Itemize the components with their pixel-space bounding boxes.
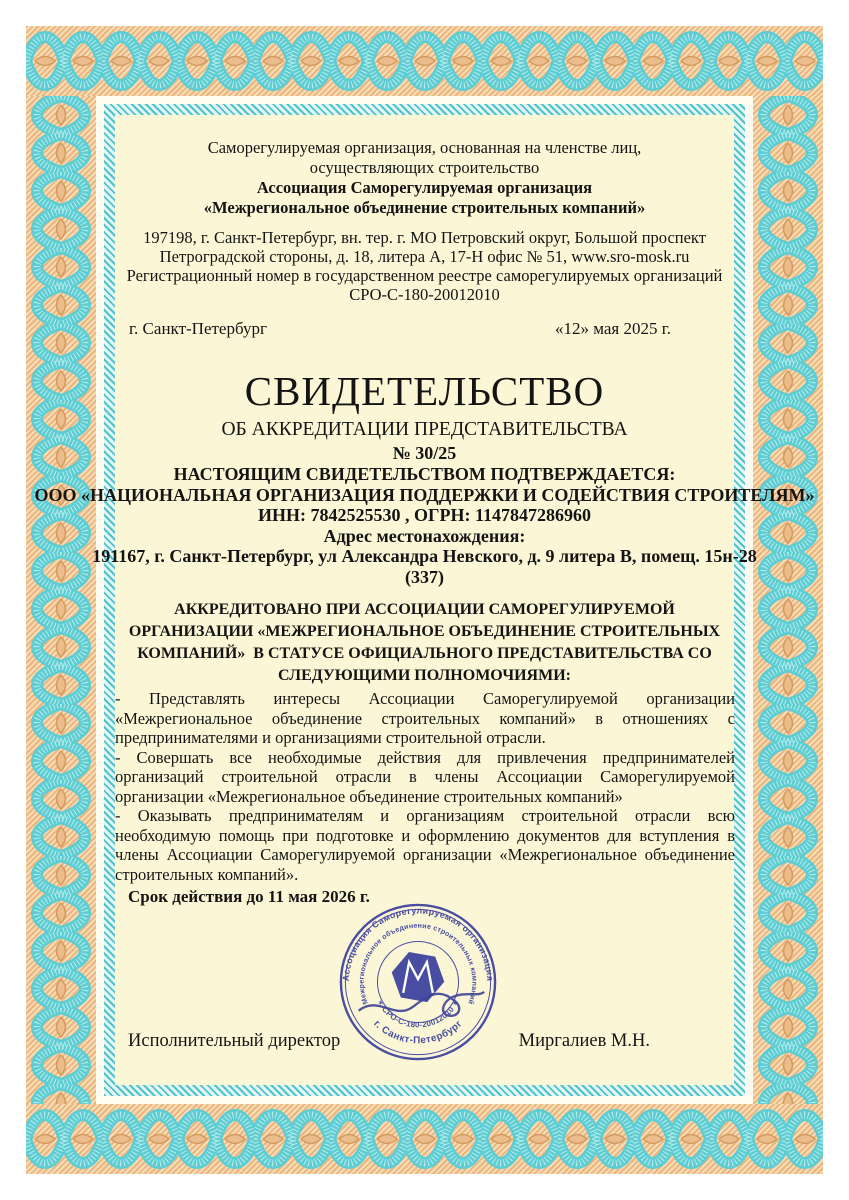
accreditation-heading <box>116 599 733 687</box>
certificate-body <box>34 108 815 907</box>
accreditation-heading-line: СЛЕДУЮЩИМИ ПОЛНОМОЧИЯМИ: <box>278 667 571 684</box>
accreditation-heading-line: АККРЕДИТОВАНО ПРИ АССОЦИАЦИИ САМОРЕГУЛИРУЕМОЙ <box>174 601 675 618</box>
certificate-title: СВИДЕТЕЛЬСТВО <box>244 368 605 414</box>
company-ids: ИНН: 7842525530 , ОГРН: 1147847286960 <box>258 505 591 525</box>
signatory-name: Миргалиев М.Н. <box>518 1031 650 1051</box>
issuer-address-line: Петроградской стороны, д. 18, литера А, 17-Н офис № 51, www.sro-mosk.ru <box>159 247 690 266</box>
border-ornament-right <box>753 96 823 1104</box>
validity-period: Срок действия до 11 мая 2026 г. <box>128 887 370 906</box>
certificate-subtitle: ОБ АККРЕДИТАЦИИ ПРЕДСТАВИТЕЛЬСТВА <box>221 419 628 440</box>
company-address-label: Адрес местонахождения: <box>323 525 526 546</box>
border-ornament-bottom <box>26 1104 823 1174</box>
stamp-registry-number-text: ✶ СРО-С-180-20012010 ✶ <box>374 997 462 1030</box>
accreditation-heading-line: КОМПАНИЙ» В СТАТУСЕ ОФИЦИАЛЬНОГО ПРЕДСТАВИТЕЛЬСТВА СО <box>137 645 712 662</box>
company-name: ООО «НАЦИОНАЛЬНАЯ ОРГАНИЗАЦИЯ ПОДДЕРЖКИ И СОДЕЙСТВИЯ СТРОИТЕЛЯМ» <box>34 484 815 505</box>
stamp-ring-outer-text: Ассоциация Саморегулируемая организация <box>340 905 496 982</box>
company-address-line: (337) <box>405 566 444 587</box>
certificate-number: № 30/25 <box>392 443 457 463</box>
power-item: - Оказывать предпринимателям и организациям строительной отрасли всю необходимую помощь при подготовке и оформлению документов для вступления в члены Ассоциации Саморегулируемой организации «Межрегиональное объединение строительных компаний». <box>115 806 735 884</box>
issuer-description-line: осуществляющих строительство <box>309 158 540 177</box>
border-ornament-left <box>26 96 96 1104</box>
border-ornament-top <box>26 26 823 96</box>
issuer-registry-line: Регистрационный номер в государственном реестре саморегулируемых организаций <box>126 266 723 285</box>
power-item: - Совершать все необходимые действия для привлечения предпринимателей организаций строительной отрасли в члены Ассоциации Саморегулируемой организации «Межрегиональное объединение строительных компаний» <box>115 747 735 806</box>
power-item: - Представлять интересы Ассоциации Саморегулируемой организации «Межрегиональное объединение строительных компаний» в отношениях с предпринимателями и организациями строительной отрасли. <box>115 689 735 747</box>
company-address-line: 191167, г. Санкт-Петербург, ул Александра Невского, д. 9 литера В, помещ. 15н-28 <box>92 546 757 566</box>
issuer-description-line: Саморегулируемая организация, основанная на членстве лиц, <box>207 138 642 157</box>
powers-list <box>115 689 735 884</box>
signature-row <box>116 1030 733 1053</box>
issue-city: г. Санкт-Петербург <box>129 319 267 338</box>
accreditation-heading-line: ОРГАНИЗАЦИИ «МЕЖРЕГИОНАЛЬНОЕ ОБЪЕДИНЕНИЕ СТРОИТЕЛЬНЫХ <box>128 623 721 640</box>
issuer-header <box>116 138 733 218</box>
issuer-registry-number: СРО-С-180-20012010 <box>349 285 500 304</box>
signatory-position: Исполнительный директор <box>128 1031 341 1051</box>
issuer-name-line: Ассоциация Саморегулируемая организация <box>256 178 593 197</box>
issuer-address-line: 197198, г. Санкт-Петербург, вн. тер. г. МО Петровский округ, Большой проспект <box>143 228 706 247</box>
issuer-address-block <box>116 228 733 304</box>
stamp-ring-inner-text: Межрегиональное объединение строительных компаний <box>357 921 479 1006</box>
confirmation-heading: НАСТОЯЩИМ СВИДЕТЕЛЬСТВОМ ПОДТВЕРЖДАЕТСЯ: <box>173 464 676 484</box>
issue-date: «12» мая 2025 г. <box>554 319 671 338</box>
issuer-name-line: «Межрегиональное объединение строительных компаний» <box>203 198 646 217</box>
stamp-city-text: г. Санкт-Петербург <box>371 1018 465 1047</box>
city-date-row <box>116 318 733 339</box>
